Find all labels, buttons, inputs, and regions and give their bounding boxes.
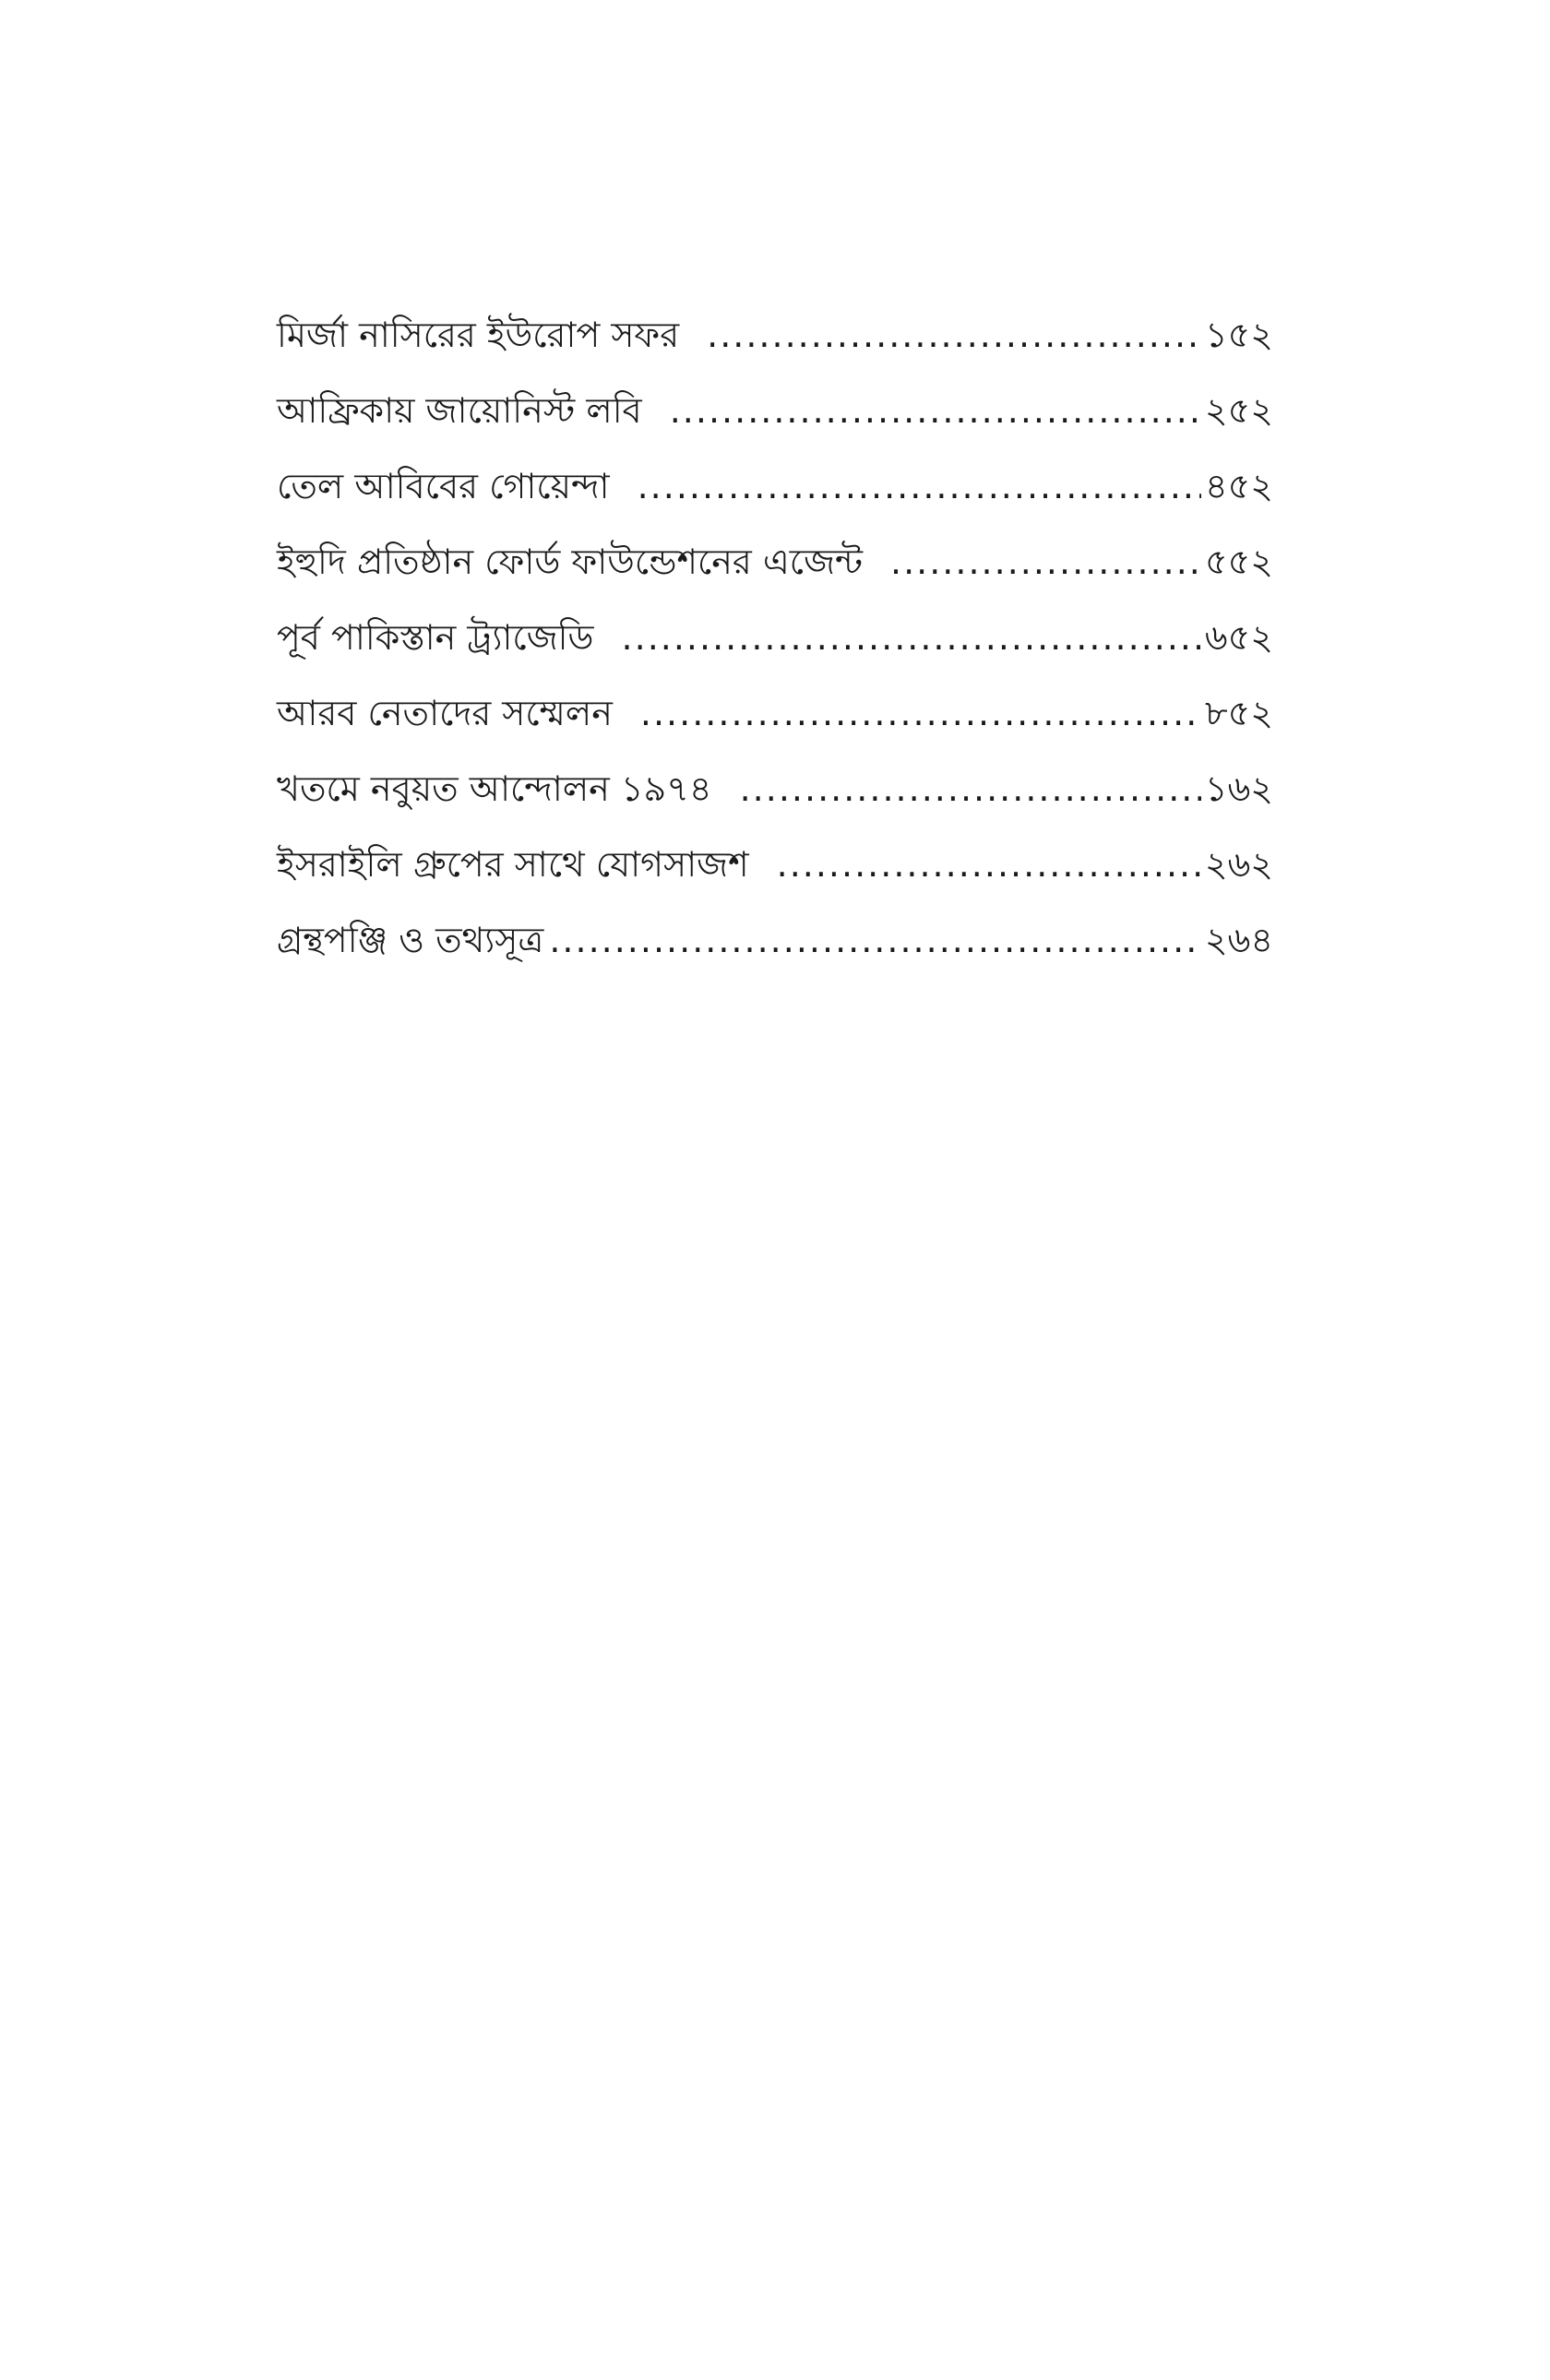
entry-title: ইহুদি প্রতিষ্ঠান ফোর্ড ফাউন্ডেশনের এজেন্ট xyxy=(277,541,863,582)
toc-entry xyxy=(277,448,1273,524)
entry-title: গ্রন্থপঞ্জি ও তথ্যসূত্র xyxy=(277,920,544,960)
toc-entry xyxy=(277,524,1273,600)
dot-leader xyxy=(640,675,1201,751)
entry-title: তেল আবিবের গোয়েন্দা xyxy=(277,466,610,506)
entry-page-number: ১৬২ xyxy=(1204,768,1273,809)
toc-entry xyxy=(277,751,1273,827)
toc-entry xyxy=(277,297,1273,373)
entry-title: খতমে নবুয়ত আন্দোলন ১৯৭৪ xyxy=(277,768,712,809)
toc-entry xyxy=(277,902,1273,978)
dot-leader xyxy=(740,751,1201,827)
toc-entry xyxy=(277,373,1273,448)
table-of-contents xyxy=(277,297,1273,978)
entry-page-number: ১৫২ xyxy=(1204,315,1273,355)
dot-leader xyxy=(707,297,1201,373)
entry-page-number: ২৬৪ xyxy=(1204,920,1273,960)
dot-leader xyxy=(638,448,1201,524)
entry-title: পূর্ব পাকিস্তান ট্র্যাজেডি xyxy=(277,617,594,658)
entry-page-number: ২৬২ xyxy=(1204,844,1273,885)
dot-leader xyxy=(777,827,1201,902)
entry-title: মির্জা নাসিরের ইউরোপ সফর xyxy=(277,315,680,355)
entry-page-number: ৫৫২ xyxy=(1204,541,1273,582)
entry-page-number: ৬৫২ xyxy=(1204,617,1273,658)
dot-leader xyxy=(549,902,1201,978)
dot-leader xyxy=(670,373,1201,448)
entry-page-number: ৮৫২ xyxy=(1204,693,1273,733)
dot-leader xyxy=(890,524,1201,600)
dot-leader xyxy=(622,600,1201,675)
toc-entry xyxy=(277,675,1273,751)
entry-title: আফ্রিকায় জায়োনিস্ট লবি xyxy=(277,390,642,431)
toc-entry xyxy=(277,827,1273,902)
entry-title: আরব নেতাদের সম্মেলন xyxy=(277,693,613,733)
entry-page-number: ৪৫২ xyxy=(1204,466,1273,506)
entry-title: ইসরাইলি গ্রুপের সাথে যোগসাজশ xyxy=(277,844,749,885)
toc-entry xyxy=(277,600,1273,675)
entry-page-number: ২৫২ xyxy=(1204,390,1273,431)
